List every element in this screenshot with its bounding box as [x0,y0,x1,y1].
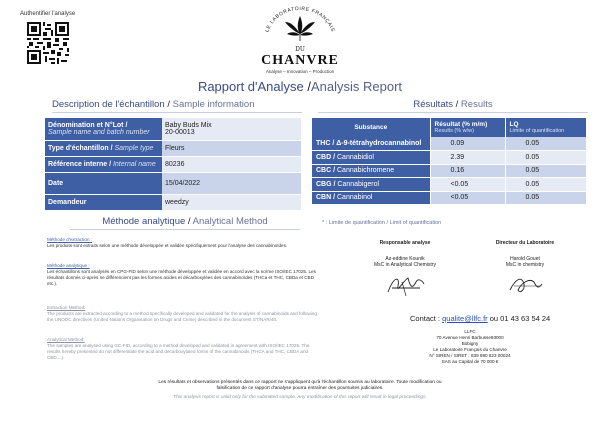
sample-heading-separator: / [164,99,173,110]
substance-name: CBG / Cannabigerol [312,178,430,192]
method-block-title: Extraction Method: [47,305,86,310]
cannabis-leaf-icon [255,6,345,46]
address-line: Bobigny [461,341,479,346]
method-block-text: The samples are analysed using GC-FID, according to a method developed and validated in agreement with ISO/IEC 17025. The results hereby presented do not differentiate the acid and decarboxylated forms of the cannabinoids (THCA and THC, CBDA and CBD....). [47,343,310,360]
table-row [45,140,301,156]
signature-analyst [345,240,465,298]
col-lq: LQ Limite of quantification [505,118,587,137]
contact-email-link[interactable]: qualite@llfc.fr [442,314,488,323]
row-value: Fleurs [162,140,301,156]
sample-info-table [45,118,301,211]
table-header-row [312,118,587,137]
row-label: Référence interne / Internal name [45,156,162,172]
result-value: 0.16 [430,164,505,178]
logo-du: DU [295,46,305,53]
table-row [45,194,301,210]
method-heading-separator: / [185,216,193,227]
signature-name: Harold Gouet [510,256,540,262]
table-row [312,137,587,151]
signature-role: Directeur du Laboratoire [495,240,555,246]
table-row [312,178,587,192]
contact-line [410,314,550,323]
table-row [45,118,301,140]
row-label: Type d'échantillon / Sample type [45,140,162,156]
signature-role: Responsable analyse [379,240,431,246]
company-address [400,329,540,365]
signature-name: Az-eddine Kounik [385,256,425,262]
legal-footer [150,380,450,401]
row-value: 80236 [162,156,301,172]
method-block-text: Les échantillons sont analysés en CPG-FID selon une méthode développée et validée en accord avec la norme ISO/IEC 17025. Les résultats donnés ci-après ne différencient pas les formes acides et décarboxylées des cannabinoïdes (THCa et THC, CBDa et CBD etc.). [47,269,316,286]
method-block-text: The products are extracted according to a method specifically developed and validated for the analysis of cannabinoids and following the UNODC directives (United Nations Organisation on Drugs and Crime) described in the document ST/NAR/40. [47,311,317,322]
row-value: weedzy [162,194,301,210]
result-value: 0.09 [430,137,505,151]
qr-caption: Authentifier l'analyse [20,11,76,17]
logo-name: CHANVRE [261,53,339,68]
logo-arc-text: LE LABORATOIRE FRANÇAIS [264,6,336,33]
results-heading-separator: / [453,99,461,110]
title-separator: / [303,79,311,94]
substance-name: CBD / Cannabidiol [312,151,430,165]
address-line: LLFC [464,329,476,334]
lq-value: 0.05 [505,178,587,192]
address-line: 70 Avenue Henri Barbusse93000 [436,335,504,340]
sample-heading-en: Sample information [172,99,255,110]
signature-title: MsC in chemistry [505,262,545,268]
lq-value: 0.05 [505,151,587,165]
method-block-title: Méthode d'extraction : [47,237,93,242]
table-row [312,164,587,178]
substance-name: CBN / Cannabinol [312,191,430,205]
sample-heading-fr: Description de l'échantillon [52,99,165,110]
substance-name: THC / Δ-9-tétrahydrocannabinol [312,137,430,151]
substance-name: CBC / Cannabichromene [312,164,430,178]
page-title [0,79,600,94]
contact-or: ou [487,314,501,323]
row-value: 15/04/2022 [162,172,301,194]
col-result: Résultat (% m/m) Results (% w/w) [430,118,505,137]
table-row [45,156,301,172]
method-analytic-en [47,337,317,361]
method-block-title: Méthode analytique : [47,263,90,268]
footer-text-en: This analysis report is valid only for the submitted sample. Any modification of this report will result in legal proceedings. [173,395,427,400]
title-en: Analysis Report [311,79,403,94]
method-block-title: Analytical Method: [47,337,85,342]
results-heading-en: Results [460,99,493,110]
logo-tagline: Analyse – Innovation – Production [265,69,335,74]
method-heading-fr: Méthode analytique [102,216,186,227]
method-heading-en: Analytical Method [192,216,268,227]
lq-footnote: * : Limite de quantification / Limit of quantification [322,220,442,226]
method-extraction-fr [47,237,317,249]
method-extraction-en [47,305,317,323]
col-substance: Substance [312,118,430,137]
results-table [312,118,587,205]
handwritten-signature-icon [380,272,430,298]
signature-director [465,240,585,298]
title-fr: Rapport d'Analyse [197,79,304,94]
table-row [45,172,301,194]
signature-title: MsC in Analytical Chemistry [374,262,436,268]
result-value: 2.39 [430,151,505,165]
table-row [312,191,587,205]
lq-value: 0.05 [505,137,587,151]
row-label: Demandeur [45,194,162,210]
lq-value: 0.05 [505,164,587,178]
method-block-text: Les produits sont extraits selon une méthode développée et validée spécifiquement pour l'analyse des cannabinoïdes. [47,243,288,248]
row-label: Dénomination et N°Lot / Sample name and batch number [45,118,162,140]
row-label: Date [45,172,162,194]
sample-section-heading [52,99,302,113]
table-row [312,151,587,165]
contact-phone[interactable]: 01 43 63 54 24 [500,314,551,323]
contact-label: Contact : [410,314,443,323]
footer-text-fr: Les résultats et observations présentés dans ce rapport ne s'appliquent qu'à l'échantillon soumis au laboratoire. Toute modification ou falsification de ce rapport d'analyse pourra entraîner des poursuites judiciaires. [158,380,442,391]
method-analytic-fr [47,263,317,287]
result-value: <0.05 [430,191,505,205]
lq-value: 0.05 [505,191,587,205]
handwritten-signature-icon [500,272,550,298]
address-line: SAS au Capital de 70 000 € [441,359,499,364]
address-line: Le Laboratoire Français du Chanvre [433,347,507,352]
results-section-heading [318,99,588,113]
results-heading-fr: Résultats [413,99,453,110]
qr-code[interactable] [27,22,69,64]
method-section-heading [70,216,300,230]
address-line: N° SIREN / SIRET : 839 980 823 00024 [429,353,511,358]
row-value: Baby Buds Mix 20-00013 [162,118,301,140]
result-value: <0.05 [430,178,505,192]
brand-logo [255,6,345,72]
